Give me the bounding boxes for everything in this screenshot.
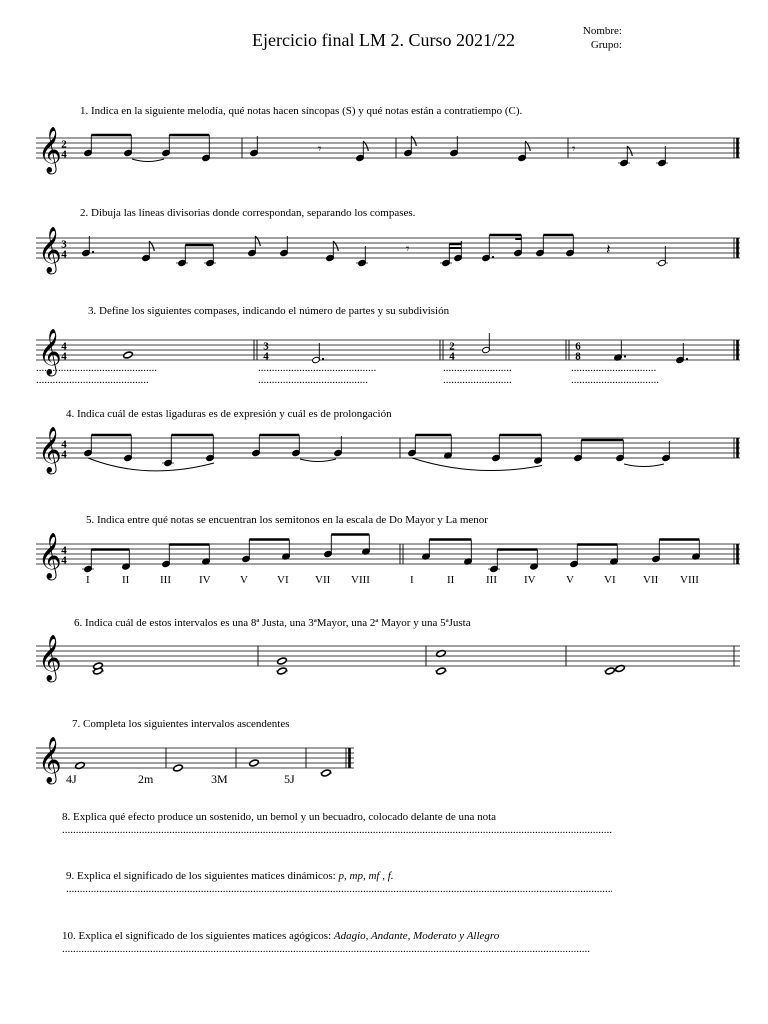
time-signature-q3-1-numerator: 4 [61,340,67,353]
question-8: 8. Explica qué efecto produce un sostenido, un bemol y un becuadro, colocado delante de una nota [62,811,497,823]
time-signature-q2-numerator: 3 [61,238,67,251]
blank-q3-4a[interactable]: ............................... [571,362,657,374]
augmentation-dot [686,358,688,360]
staff-q5 [36,533,736,579]
blank-q3-3a[interactable]: ......................... [443,362,512,374]
scale-degree-label: IV [524,574,536,586]
interval-label-2: 2m [138,772,154,786]
page-title: Ejercicio final LM 2. Curso 2021/22 [252,30,515,50]
notehead [173,764,183,772]
question-9 [66,870,394,882]
answer-line-q10[interactable] [62,943,590,955]
tie [624,464,664,467]
notehead [277,667,287,675]
blank-q3-1a[interactable]: ............................................ [36,362,157,374]
question-10 [62,930,499,942]
slur [412,458,542,471]
staff-q4 [36,427,736,473]
blank-q3-4b[interactable]: ................................ [571,374,659,386]
time-signature-q1-denominator: 4 [61,148,67,161]
tie [300,459,336,462]
time-signature-q3-3-denominator: 4 [449,350,455,363]
interval-label-4: 5J [284,772,295,786]
eighth-rest-icon: 𝄾 [318,142,322,157]
augmentation-dot [492,256,494,258]
time-signature-q4-numerator: 4 [61,438,67,451]
question-5: 5. Indica entre qué notas se encuentran los semitonos en la escala de Do Mayor y La menor [86,514,488,526]
question-10-terms: Adagio, Andante, Moderato y Allegro [333,930,500,942]
time-signature-q3-2-numerator: 3 [263,340,269,353]
slur [88,458,214,471]
question-7: 7. Completa los siguientes intervalos ascendentes [72,718,290,730]
staff-q6 [36,635,736,681]
time-signature-q3-3-numerator: 2 [449,340,455,353]
question-9-terms: p, mp, mf , f. [338,870,394,882]
question-4: 4. Indica cuál de estas ligaduras es de expresión y cuál es de prolongación [66,408,392,420]
eighth-rest-icon: 𝄾 [572,142,576,157]
notehead [436,667,446,675]
treble-clef-icon: 𝄞 [38,635,62,681]
blank-q3-2b[interactable]: ........................................ [258,374,368,386]
note-flag [363,141,368,151]
grupo-label: Grupo: [590,39,622,51]
question-9-prefix: 9. Explica el significado de los siguientes matices dinámicos: [66,870,339,882]
time-signature-q3-1-denominator: 4 [61,350,67,363]
time-signature-q2-denominator: 4 [61,248,67,261]
scale-degree-label: VIII [680,574,699,586]
scale-degree-label: IV [199,574,211,586]
scale-degree-label: VII [643,574,659,586]
augmentation-dot [92,251,94,253]
scale-degree-label: II [122,574,130,586]
treble-clef-icon: 𝄞 [38,329,62,375]
question-2: 2. Dibuja las líneas divisorias donde correspondan, separando los compases. [80,207,416,219]
note-flag [525,141,530,151]
scale-degree-label: VI [277,574,289,586]
treble-clef-icon: 𝄞 [38,533,62,579]
notehead [321,769,331,777]
note-flag [333,241,338,251]
scale-degree-label: III [486,574,497,586]
notehead [123,351,133,359]
blank-q3-1b[interactable]: ......................................... [36,374,149,386]
interval-label-3: 3M [211,772,228,786]
treble-clef-icon: 𝄞 [38,227,62,273]
notehead [249,759,259,767]
staff-q2 [36,227,736,273]
note-flag [149,241,154,251]
scale-degree-label: I [410,574,414,586]
augmentation-dot [624,355,626,357]
augmentation-dot [322,358,324,360]
notehead [277,657,287,665]
note-flag [411,136,416,146]
scale-degree-label: III [160,574,171,586]
staff-q1 [36,127,736,173]
time-signature-q3-4-numerator: 6 [575,340,581,353]
scale-degree-label: V [240,574,248,586]
note-flag [255,236,260,246]
notehead [605,667,615,675]
question-3: 3. Define los siguientes compases, indicando el número de partes y su subdivisión [88,305,450,317]
answer-line-q8[interactable] [62,824,612,836]
time-signature-q4-denominator: 4 [61,448,67,461]
time-signature-q5-denominator: 4 [61,554,67,567]
scale-degree-label: VII [315,574,331,586]
answer-line-q9[interactable] [66,883,612,895]
treble-clef-icon: 𝄞 [38,737,62,783]
treble-clef-icon: 𝄞 [38,127,62,173]
interval-label-1: 4J [66,772,77,786]
quarter-rest-icon: 𝄽 [606,240,611,259]
scale-degree-label: V [566,574,574,586]
blank-q3-2a[interactable]: ........................................... [258,362,377,374]
blank-q3-3b[interactable]: ......................... [443,374,512,386]
time-signature-q3-4-denominator: 8 [575,350,581,363]
note-flag [627,146,632,156]
scale-degree-label: II [447,574,455,586]
tie [132,159,164,162]
scale-degree-label: VI [604,574,616,586]
scale-degree-label: I [86,574,90,586]
time-signature-q5-numerator: 4 [61,544,67,557]
nombre-label: Nombre: [582,25,622,37]
time-signature-q1-numerator: 2 [61,138,67,151]
question-1: 1. Indica en la siguiente melodía, qué notas hacen síncopas (S) y qué notas están a contratiempo (C). [80,105,523,117]
treble-clef-icon: 𝄞 [38,427,62,473]
time-signature-q3-2-denominator: 4 [263,350,269,363]
eighth-rest-icon: 𝄾 [406,242,410,257]
question-10-prefix: 10. Explica el significado de los siguientes matices agógicos: [62,930,334,942]
question-6: 6. Indica cuál de estos intervalos es una 8ª Justa, una 3ªMayor, una 2ª Mayor y una 5ªJusta [74,617,471,629]
scale-degree-label: VIII [351,574,370,586]
